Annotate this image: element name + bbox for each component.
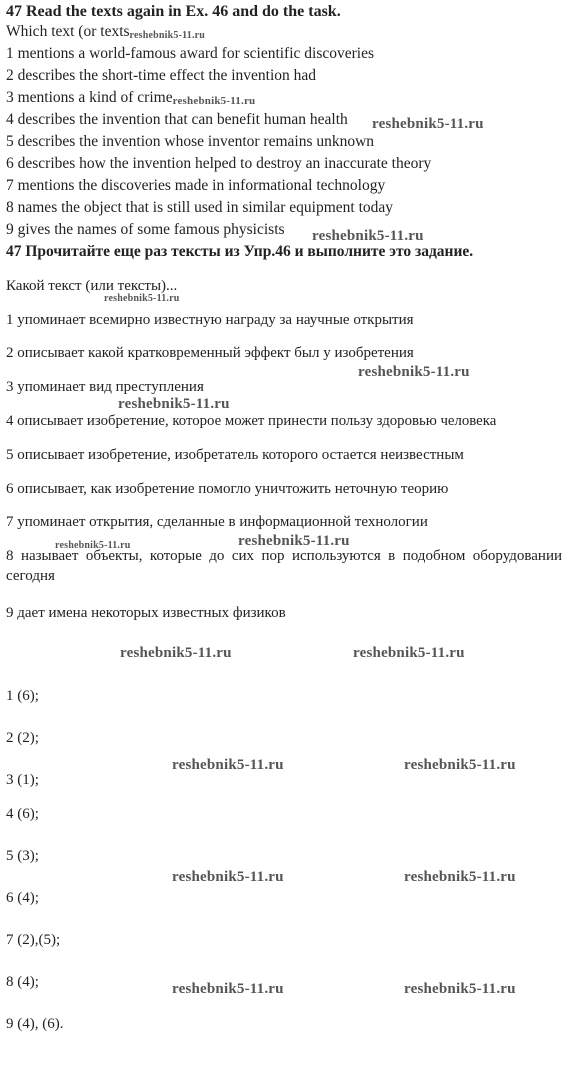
watermark: reshebnik5-11.ru (172, 981, 284, 997)
list-item: 8 names the object that is still used in similar equipment today (6, 199, 394, 216)
watermark: reshebnik5-11.ru (238, 533, 350, 549)
answer-item: 8 (4); (6, 974, 39, 990)
watermark: reshebnik5-11.ru (55, 540, 131, 551)
list-item: 2 описывает какой кратковременный эффект был у изобретения (6, 345, 414, 361)
answer-item: 4 (6); (6, 806, 39, 822)
list-item (6, 88, 255, 111)
answer-item: 6 (4); (6, 890, 39, 906)
list-item: 8 называет объекты, которые до сих пор используются в подобном оборудовании сегодня (6, 548, 562, 584)
answer-item: 5 (3); (6, 848, 39, 864)
watermark: reshebnik5-11.ru (353, 645, 465, 661)
list-item: 3 упоминает вид преступления (6, 379, 204, 395)
watermark: reshebnik5-11.ru (172, 95, 256, 107)
watermark: reshebnik5-11.ru (404, 981, 516, 997)
list-item: 1 mentions a world-famous award for scientific discoveries (6, 45, 375, 62)
list-item: 6 описывает, как изобретение помогло уничтожить неточную теорию (6, 481, 449, 497)
watermark: reshebnik5-11.ru (120, 645, 232, 661)
watermark: reshebnik5-11.ru (372, 116, 484, 132)
list-item: 9 дает имена некоторых известных физиков (6, 605, 286, 621)
watermark: reshebnik5-11.ru (172, 869, 284, 885)
list-item: 7 mentions the discoveries made in informational technology (6, 177, 386, 194)
task-intro-text: Which text (or texts (6, 23, 130, 40)
answer-item: 3 (1); (6, 772, 39, 788)
watermark: reshebnik5-11.ru (118, 396, 230, 412)
list-item: 7 упоминает открытия, сделанные в информационной технологии (6, 514, 428, 530)
exercise-heading-en: 47 Read the texts again in Ex. 46 and do the task. (6, 3, 341, 20)
watermark: reshebnik5-11.ru (404, 757, 516, 773)
list-item: 5 описывает изобретение, изобретатель которого остается неизвестным (6, 447, 464, 463)
list-item: 9 gives the names of some famous physicists (6, 221, 285, 238)
watermark: reshebnik5-11.ru (104, 293, 180, 304)
task-intro-en (6, 22, 205, 46)
answer-item: 9 (4), (6). (6, 1016, 64, 1032)
answer-item: 2 (2); (6, 730, 39, 746)
list-item: 4 describes the invention that can benefit human health (6, 111, 348, 128)
list-item: 6 describes how the invention helped to destroy an inaccurate theory (6, 155, 432, 172)
list-item: 2 describes the short-time effect the invention had (6, 67, 317, 84)
list-item: 1 упоминает всемирно известную награду за научные открытия (6, 312, 414, 328)
list-item: 4 описывает изобретение, которое может принести пользу здоровью человека (6, 413, 497, 429)
list-item-text: 3 mentions a kind of crime (6, 89, 173, 106)
exercise-heading-ru: 47 Прочитайте еще раз тексты из Упр.46 и выполните это задание. (6, 243, 474, 260)
watermark: reshebnik5-11.ru (129, 30, 206, 41)
answer-item: 7 (2),(5); (6, 932, 61, 948)
task-intro-ru: Какой текст (или тексты)... (6, 278, 178, 294)
watermark: reshebnik5-11.ru (172, 757, 284, 773)
watermark: reshebnik5-11.ru (358, 364, 470, 380)
list-item: 5 describes the invention whose inventor remains unknown (6, 133, 375, 150)
answer-item: 1 (6); (6, 688, 39, 704)
watermark: reshebnik5-11.ru (312, 228, 424, 244)
watermark: reshebnik5-11.ru (404, 869, 516, 885)
